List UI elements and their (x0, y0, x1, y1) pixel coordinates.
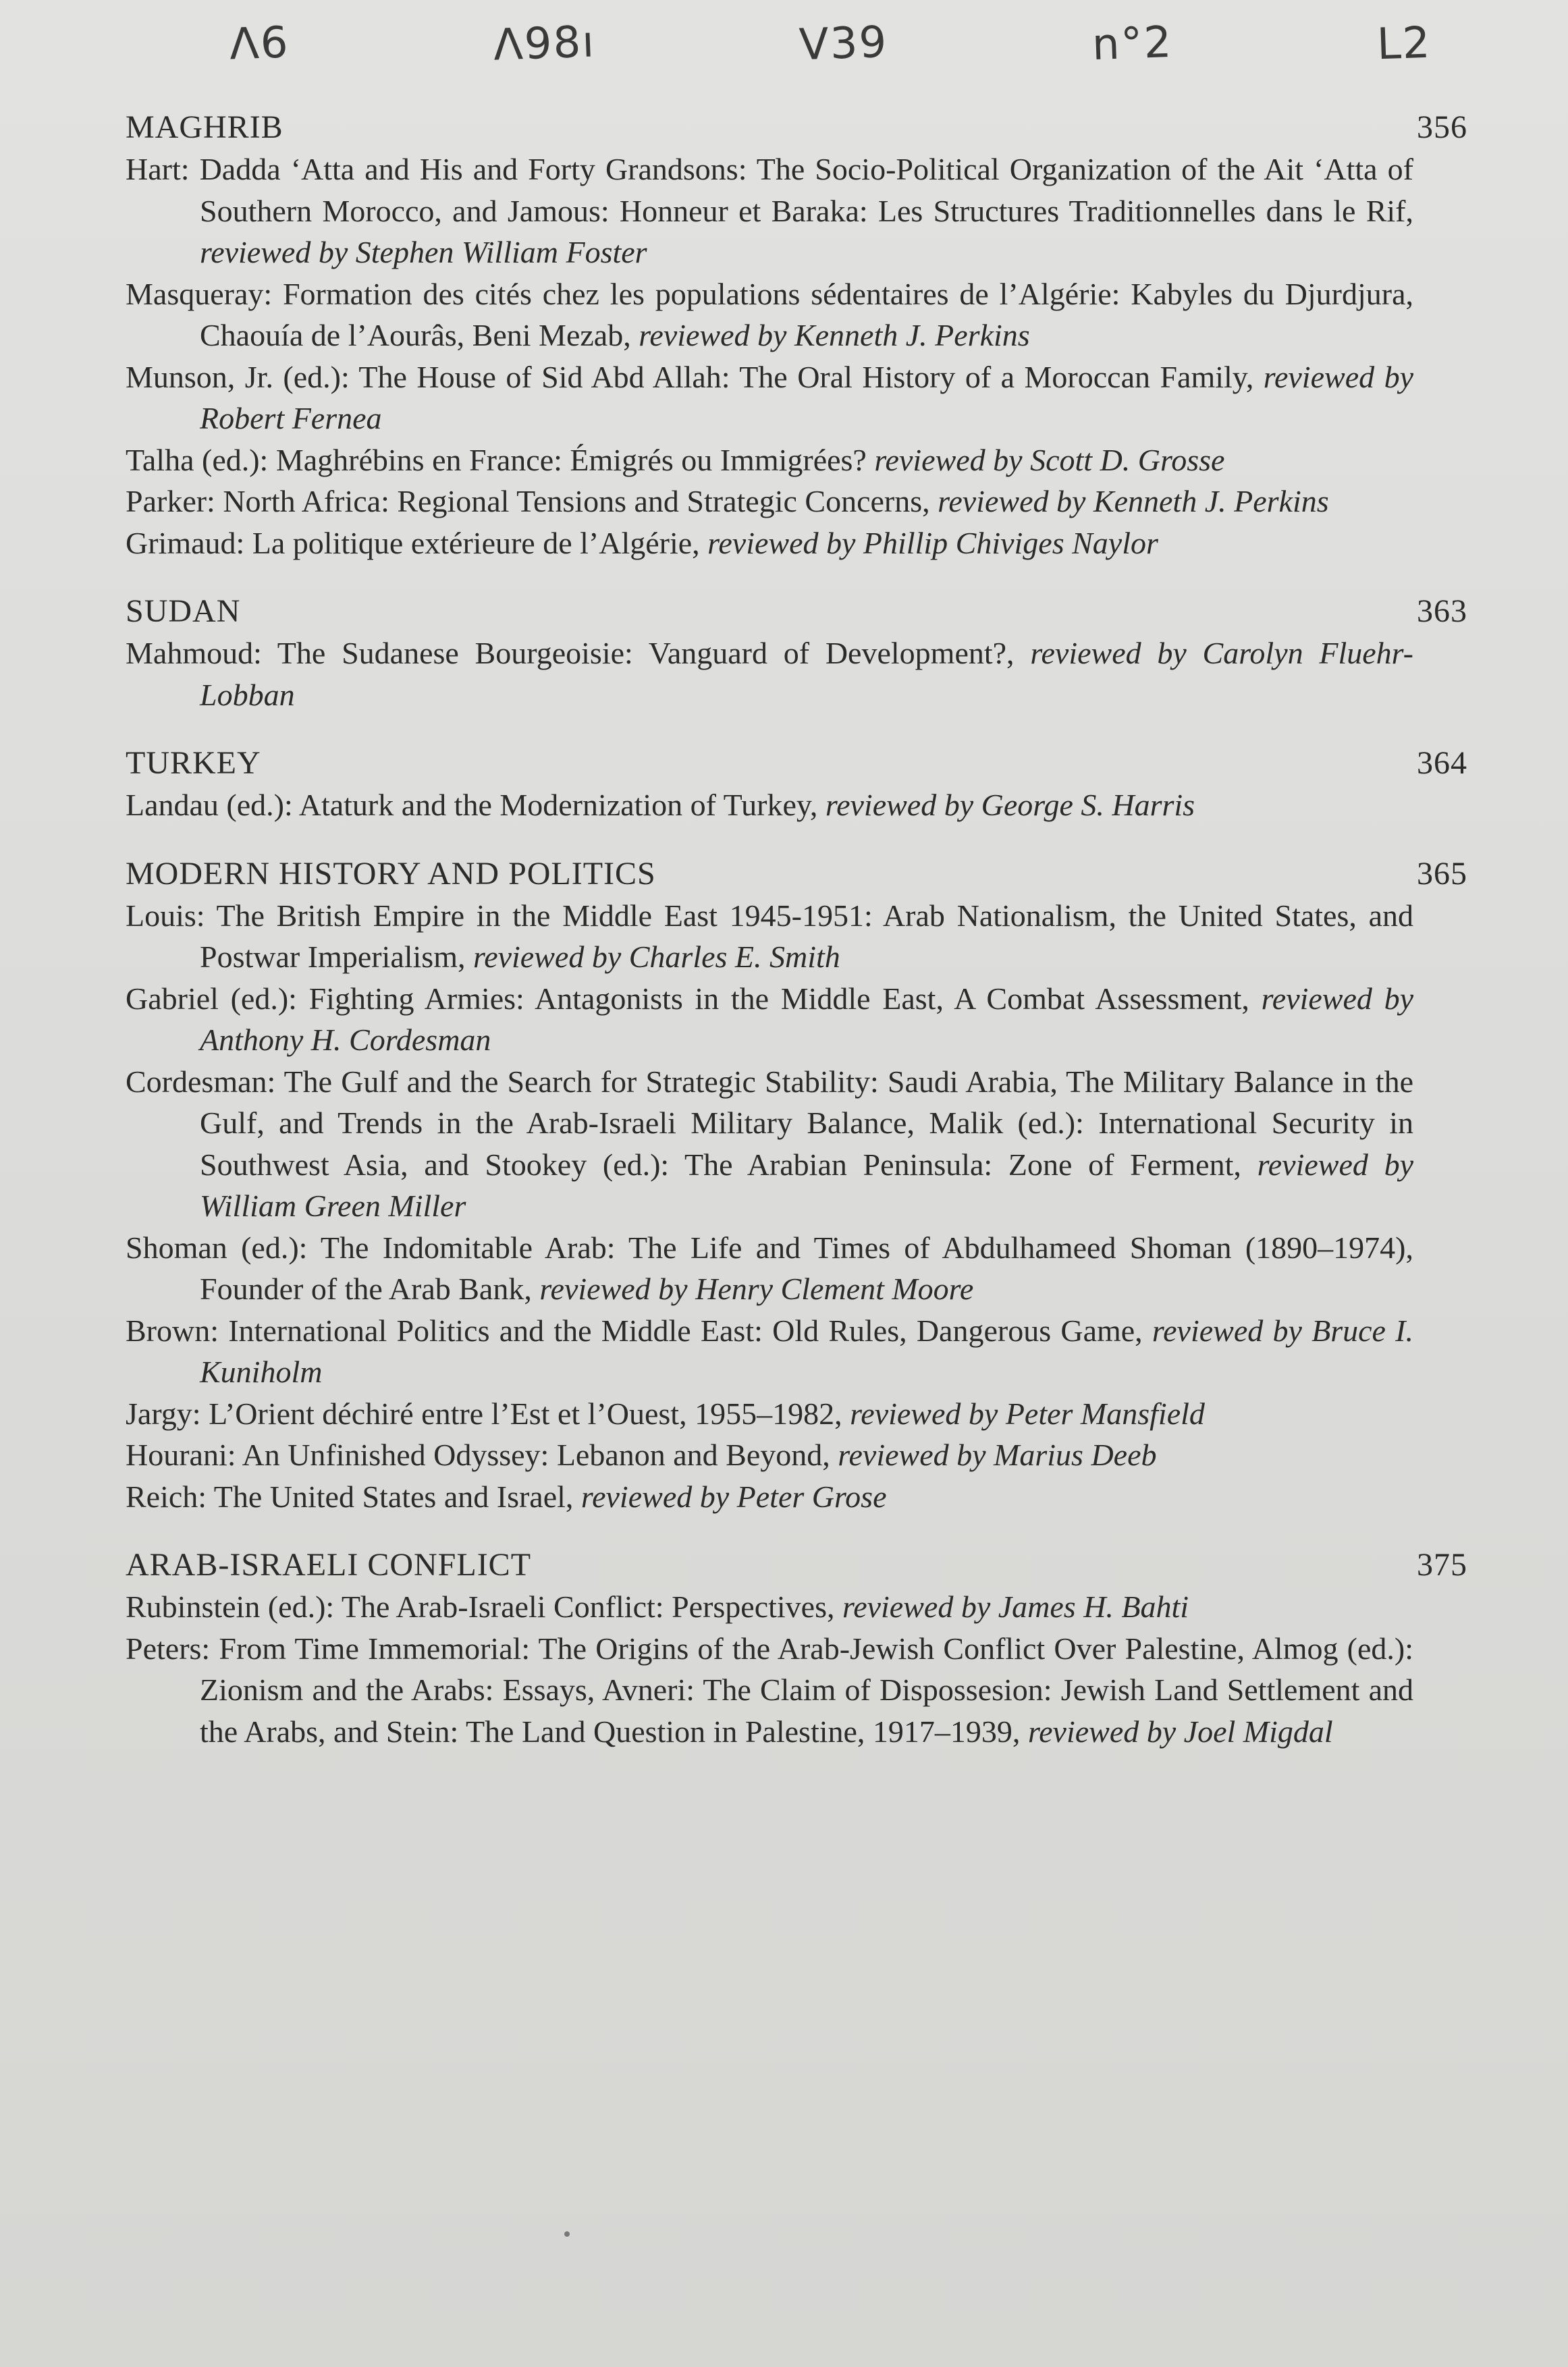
book-citation: Landau (ed.): Ataturk and the Modernization of Turkey, (126, 788, 826, 822)
book-citation: Peters: From Time Immemorial: The Origins of the Arab-Jewish Conflict Over Palestine, Almog (ed.): Zionism and the Arabs: Essays, Avneri: The Claim of Dispossesion: Jewish Land Settlement and the Arabs, and Stein: The Land Question in Palestine, 1917–1939, (126, 1631, 1413, 1749)
handwritten-annotation (229, 19, 1431, 69)
handwritten-note: V39 (799, 17, 889, 71)
section-page-number: 356 (1417, 109, 1467, 145)
reviewer-credit: reviewed by William Green Miller (200, 1147, 1413, 1223)
reviewer-credit: reviewed by Carolyn Fluehr-Lobban (200, 636, 1413, 712)
book-citation: Reich: The United States and Israel, (126, 1479, 581, 1514)
reviewer-credit: reviewed by Marius Deeb (838, 1438, 1157, 1472)
section-maghrib (126, 107, 1476, 564)
section-page-number: 375 (1417, 1547, 1467, 1583)
book-citation: Rubinstein (ed.): The Arab-Israeli Conflict: Perspectives, (126, 1589, 842, 1624)
review-entry (126, 1061, 1413, 1227)
book-citation: Louis: The British Empire in the Middle East 1945-1951: Arab Nationalism, the United States, and Postwar Imperialism, (126, 898, 1413, 974)
review-entry (126, 1227, 1413, 1310)
review-entry (126, 632, 1413, 715)
review-entry (126, 1628, 1413, 1753)
section-arab-israeli-conflict (126, 1544, 1476, 1752)
reviewer-credit: reviewed by Joel Migdal (1027, 1714, 1333, 1749)
review-entry (126, 1434, 1413, 1476)
section-heading (126, 1544, 1474, 1586)
review-entry (126, 356, 1413, 439)
section-page-number: 364 (1417, 745, 1467, 781)
book-citation: Mahmoud: The Sudanese Bourgeoisie: Vanguard of Development?, (126, 636, 1031, 670)
review-entry (126, 1586, 1413, 1628)
book-citation: Hourani: An Unfinished Odyssey: Lebanon and Beyond, (126, 1438, 838, 1472)
reviewer-credit: reviewed by Kenneth J. Perkins (639, 318, 1030, 352)
reviewer-credit: reviewed by Henry Clement Moore (539, 1272, 974, 1306)
reviewer-credit: reviewed by James H. Bahti (842, 1589, 1189, 1624)
review-entry (126, 1393, 1413, 1435)
reviewer-credit: reviewed by Charles E. Smith (473, 940, 840, 974)
section-page-number: 365 (1417, 855, 1467, 892)
page-speck (564, 2231, 570, 2237)
section-heading (126, 591, 1474, 632)
review-entry (126, 1476, 1413, 1518)
book-citation: Masqueray: Formation des cités chez les populations sédentaires de l’Algérie: Kabyles du Djurdjura, Chaouía de l’Aourâs, Beni Mezab, (126, 276, 1413, 352)
reviewer-credit: reviewed by Stephen William Foster (200, 235, 647, 269)
section-title: TURKEY (126, 745, 261, 781)
book-citation: Gabriel (ed.): Fighting Armies: Antagonists in the Middle East, A Combat Assessment, (126, 981, 1262, 1016)
section-title: MODERN HISTORY AND POLITICS (126, 855, 656, 892)
section-turkey (126, 742, 1476, 826)
section-title: SUDAN (126, 593, 241, 629)
review-entry (126, 895, 1413, 978)
reviewer-credit: reviewed by Scott D. Grosse (874, 442, 1225, 477)
handwritten-note: n°2 (1091, 17, 1174, 71)
table-of-contents (126, 107, 1476, 1779)
section-modern-history-and-politics (126, 853, 1476, 1518)
book-citation: Munson, Jr. (ed.): The House of Sid Abd Allah: The Oral History of a Moroccan Family, (126, 359, 1264, 394)
book-citation: Cordesman: The Gulf and the Search for Strategic Stability: Saudi Arabia, The Military Balance in the Gulf, and Trends in the Arab-Israeli Military Balance, Malik (ed.): International Security in Southwest Asia, and Stookey (ed.): The Arabian Peninsula: Zone of Ferment, (126, 1064, 1413, 1182)
reviewer-credit: reviewed by Robert Fernea (200, 359, 1413, 435)
reviewer-credit: reviewed by Bruce I. Kuniholm (200, 1313, 1414, 1389)
review-entry (126, 148, 1413, 273)
section-title: MAGHRIB (126, 109, 283, 145)
section-sudan (126, 591, 1476, 715)
book-citation: Grimaud: La politique extérieure de l’Algérie, (126, 525, 708, 560)
review-entry (126, 522, 1413, 564)
section-page-number: 363 (1417, 593, 1467, 629)
handwritten-note: Λ6 (228, 18, 290, 70)
handwritten-note: L2 (1376, 18, 1432, 70)
book-citation: Jargy: L’Orient déchiré entre l’Est et l’Ouest, 1955–1982, (126, 1396, 850, 1431)
review-entry (126, 784, 1413, 826)
review-entry (126, 481, 1413, 522)
review-entry (126, 273, 1413, 356)
book-citation: Parker: North Africa: Regional Tensions and Strategic Concerns, (126, 484, 938, 518)
book-citation: Shoman (ed.): The Indomitable Arab: The Life and Times of Abdulhameed Shoman (1890–1974), Founder of the Arab Bank, (126, 1230, 1413, 1306)
review-entry (126, 978, 1413, 1061)
reviewer-credit: reviewed by George S. Harris (825, 788, 1195, 822)
reviewer-credit: reviewed by Peter Mansfield (850, 1396, 1205, 1431)
section-heading (126, 107, 1474, 148)
section-heading (126, 742, 1474, 784)
handwritten-note: Λ98ı (492, 17, 597, 71)
review-entry (126, 1310, 1413, 1393)
book-citation: Brown: International Politics and the Middle East: Old Rules, Dangerous Game, (126, 1313, 1152, 1348)
reviewer-credit: reviewed by Phillip Chiviges Naylor (707, 525, 1158, 560)
section-heading (126, 853, 1474, 895)
section-title: ARAB-ISRAELI CONFLICT (126, 1547, 532, 1583)
reviewer-credit: reviewed by Kenneth J. Perkins (938, 484, 1329, 518)
book-citation: Hart: Dadda ‘Atta and His and Forty Grandsons: The Socio-Political Organization of the Ait ‘Atta of Southern Morocco, and Jamous: Honneur et Baraka: Les Structures Traditionnelles dans le Rif, (126, 152, 1413, 228)
review-entry (126, 439, 1413, 481)
reviewer-credit: reviewed by Peter Grose (580, 1479, 887, 1514)
book-citation: Talha (ed.): Maghrébins en France: Émigrés ou Immigrées? (126, 442, 875, 477)
reviewer-credit: reviewed by Anthony H. Cordesman (200, 981, 1413, 1057)
